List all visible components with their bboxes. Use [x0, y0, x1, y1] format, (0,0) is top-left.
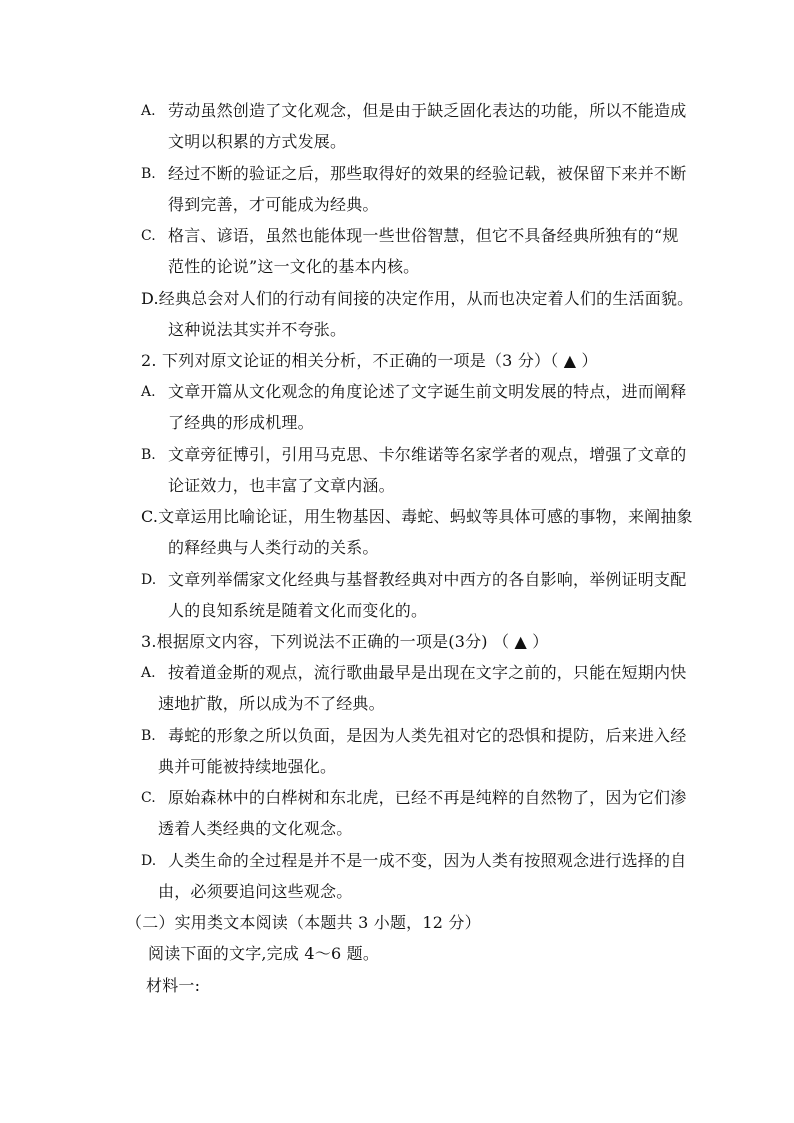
q2-option-b-text: 文章旁征博引，引用马克思、卡尔维诺等名家学者的观点，增强了文章的 [168, 445, 687, 464]
option-a-text: 劳动虽然创造了文化观念，但是由于缺乏固化表达的功能，所以不能造成 [168, 101, 687, 120]
option-c-label: C. [141, 228, 156, 244]
q3-option-a-text-cont: 速地扩散，所以成为不了经典。 [158, 694, 385, 713]
option-d-text-cont: 这种说法其实并不夸张。 [168, 320, 347, 339]
q2-option-a-text: 文章开篇从文化观念的角度论述了文字诞生前文明发展的特点，进而阐释 [168, 382, 687, 401]
q3-option-c-text: 原始森林中的白桦树和东北虎，已经不再是纯粹的自然物了，因为它们渗 [168, 788, 687, 807]
q2-option-a-label: A. [141, 384, 156, 400]
option-b-text-cont: 得到完善，才可能成为经典。 [168, 195, 379, 214]
option-b-text: 经过不断的验证之后，那些取得好的效果的经验记载，被保留下来并不断 [168, 164, 687, 183]
option-d-text: D.经典总会对人们的行动有间接的决定作用，从而也决定着人们的生活面貌。 [141, 289, 694, 308]
q3-option-b-text: 毒蛇的形象之所以负面，是因为人类先祖对它的恐惧和提防，后来进入经 [168, 726, 687, 745]
q2-option-a-text-cont: 了经典的形成机理。 [168, 413, 314, 432]
q3-option-c-label: C. [141, 790, 156, 806]
q3-option-d-label: D. [141, 853, 157, 869]
q2-option-d-text-cont: 人的良知系统是随着文化而变化的。 [168, 601, 428, 620]
q3-option-b-text-cont: 典并可能被持续地强化。 [158, 757, 337, 776]
question-2-stem: 2. 下列对原文论证的相关分析，不正确的一项是（3 分）（ ▲ ） [141, 351, 598, 370]
option-a-label: A. [141, 103, 156, 119]
question-3-stem: 3.根据原文内容，下列说法不正确的一项是(3分) （ ▲ ） [141, 632, 549, 651]
q2-option-d-text: 文章列举儒家文化经典与基督教经典对中西方的各自影响，举例证明支配 [168, 570, 687, 589]
q3-option-d-text: 人类生命的全过程是并不是一成不变，因为人类有按照观念进行选择的自 [168, 851, 687, 870]
q3-option-b-label: B. [141, 728, 156, 744]
reading-instruction: 阅读下面的文字,完成 4～6 题。 [148, 944, 380, 963]
q2-option-b-text-cont: 论证效力，也丰富了文章内涵。 [168, 476, 395, 495]
option-b-label: B. [141, 166, 156, 182]
material-one-label: 材料一: [146, 976, 201, 995]
q2-option-b-label: B. [141, 447, 156, 463]
q2-option-d-label: D. [141, 572, 157, 588]
option-c-text: 格言、谚语，虽然也能体现一些世俗智慧，但它不具备经典所独有的“规 [168, 226, 679, 245]
option-c-text-cont: 范性的论说”这一文化的基本内核。 [168, 257, 420, 276]
q2-option-c-text: C.文章运用比喻论证，用生物基因、毒蛇、蚂蚁等具体可感的事物，来阐抽象 [141, 507, 693, 526]
section-heading: （二）实用类文本阅读（本题共 3 小题，12 分） [126, 913, 481, 932]
option-a-text-cont: 文明以积累的方式发展。 [168, 132, 347, 151]
q2-option-c-text-cont: 的释经典与人类行动的关系。 [168, 538, 379, 557]
q3-option-c-text-cont: 透着人类经典的文化观念。 [158, 819, 353, 838]
q3-option-d-text-cont: 由，必须要追问这些观念。 [158, 882, 353, 901]
q3-option-a-label: A. [141, 665, 156, 681]
q3-option-a-text: 按着道金斯的观点，流行歌曲最早是出现在文字之前的，只能在短期内快 [168, 663, 687, 682]
